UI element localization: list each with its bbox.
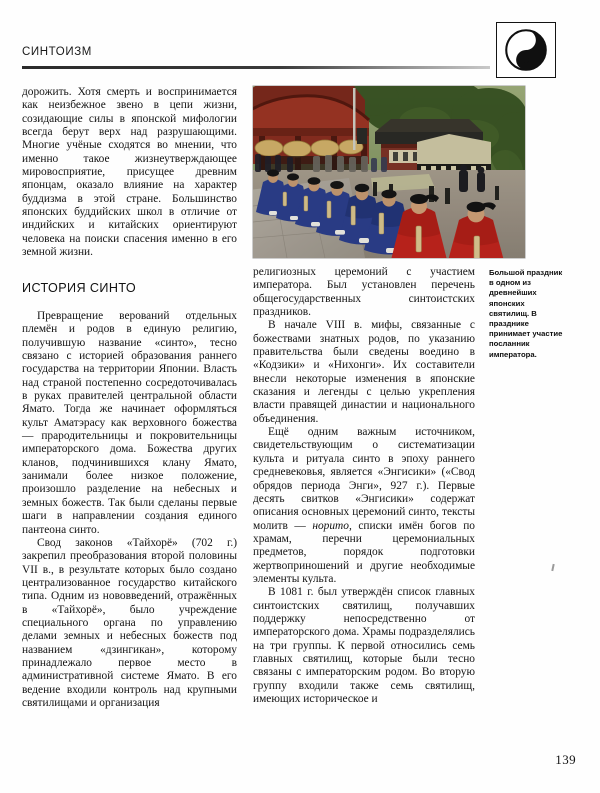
left-column-upper: [22, 86, 237, 259]
right-column: [253, 266, 475, 706]
photo-caption: Большой праздник в одном из древнейших японских святилищ. В празднике принимает участие посланник императора.: [489, 268, 563, 359]
yin-yang-icon: [496, 22, 556, 78]
left-column-lower: [22, 310, 237, 710]
paragraph: В начале VIII в. мифы, связанные с божествами знатных родов, по указанию правительства были сведены воедино в «Кодзики» и «Нихонги». Их составители внесли некоторые изменения в японские сказания и легенды с целью укрепления власти правящей династии и национального объединения.: [253, 319, 475, 425]
paragraph: религиозных церемоний с участием императора. Был установлен перечень общегосударственных синтоистских праздников.: [253, 266, 475, 319]
paragraph: В 1081 г. был утверждён список главных синтоистских святилищ, получавших поддержку непосредственно от императорского дома. Храмы подразделялись на три группы. К первой относились семь главных святилищ, которые были тесно связаны с императорским родом. Во вторую группу входили также семь святилищ, имеющих историческое и: [253, 586, 475, 705]
paragraph: дорожить. Хотя смерть и воспринимается как неизбежное звено в цепи жизни, созидающие силы в японской мифологии всегда берут верх над разрушающими. Многие учёные сходятся во мнении, что именно такое жизнеутверждающее мировосприятие, присущее древним японцам, оказало влияние на характер буддизма в этой стране. Большинство японских буддийских школ в отличие от индийских и китайских ориентируют человека на поиски спасения именно в его земной жизни.: [22, 86, 237, 259]
header-divider: [22, 66, 490, 69]
paragraph: Свод законов «Тайхорё» (702 г.) закрепил преобразования второй половины VII в., в результате которых было создано централизованное государство китайского типа. Одним из нововведений, отражённых в «Тайхорё», было учреждение специального органа по управлению делами земных и небесных божеств под названием «дзингикан», которому принадлежало первое место в административной системе Ямато. В его ведение входили контроль над крупными святилищами и организация: [22, 536, 237, 709]
paragraph: Превращение верований отдельных племён и родов в единую религию, получившую название «синто», тесно связано с историей образования раннего государства на территории Японии. Власть над страной постепенно сосредоточивалась в руках правителей центральной области Ямато. Тогда же начинает оформляться культ Аматэрасу как верховного божества — прародительницы и покровительницы императорского дома. Божества других кланов, подчинившихся клану Ямато, занимали более низкое положение, произошло разделение на небесных и земных божеств. Так были сделаны первые шаги в направлении создания единого пантеона синто.: [22, 310, 237, 536]
paragraph-part: списки имён богов по храмам, перечни церемониальных предметов, порядок подготовки жертвоприношений и другие необходимые элементы культа.: [253, 519, 475, 585]
paragraph-with-term: [253, 426, 475, 586]
scan-artifact: [551, 564, 554, 571]
italic-term: норито,: [312, 519, 352, 532]
paragraph-part: Ещё одним важным источником, свидетельствующим о систематизации культа и ритуала синто в эпоху раннего средневековья, является «Энгисики» («Свод обрядов периода Энги», 927 г.). Первые десять свитков «Энгисики» содержат описания основных церемоний синто, тексты молитв —: [253, 426, 475, 532]
page-number: 139: [555, 752, 576, 767]
shrine-procession-photo: [253, 86, 525, 258]
page-header: [22, 40, 562, 74]
section-heading: ИСТОРИЯ СИНТО: [22, 281, 137, 295]
page-title: СИНТОИЗМ: [22, 46, 92, 58]
